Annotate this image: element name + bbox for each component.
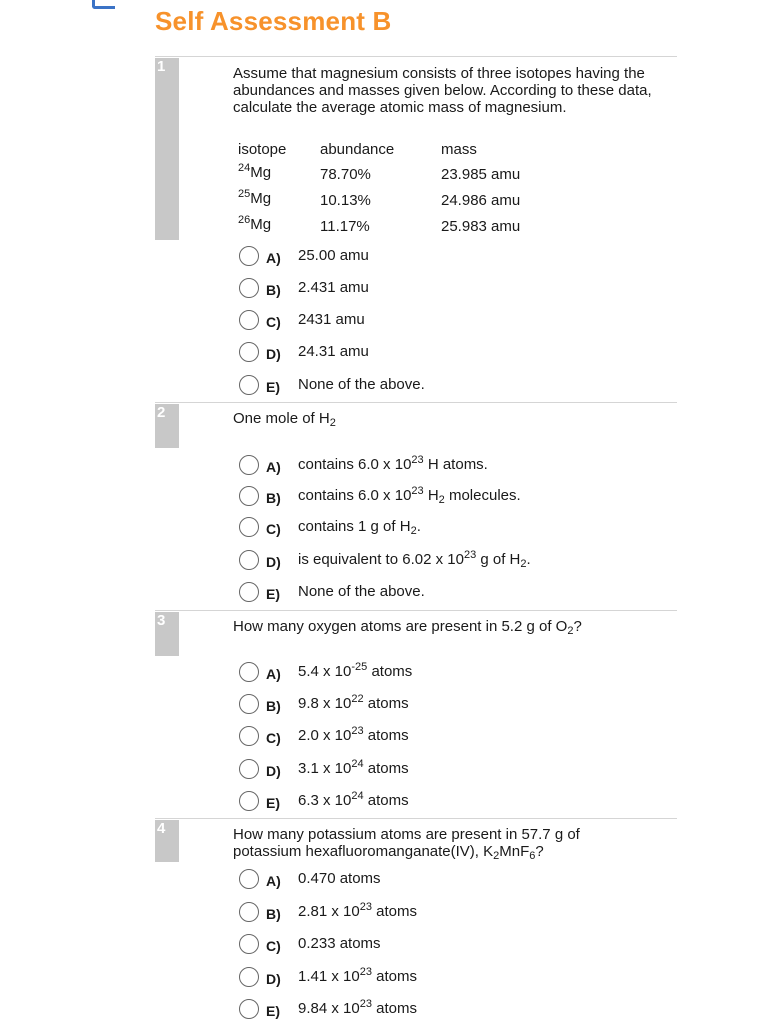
option-letter: A)	[266, 459, 281, 475]
option-text: 9.84 x $10^{23}$ atoms	[298, 998, 417, 1017]
radio-button-icon[interactable]	[239, 486, 259, 506]
option-letter: B)	[266, 698, 281, 714]
option-text: 2.431 amu	[298, 279, 369, 296]
option-text: contains 1 g of $H_2$.	[298, 518, 421, 537]
option-letter: B)	[266, 490, 281, 506]
table-header: isotope	[238, 141, 287, 158]
radio-button-icon[interactable]	[239, 759, 259, 779]
question-divider	[155, 402, 677, 403]
option-letter: E)	[266, 586, 280, 602]
table-cell-isotope: $^{25}$Mg	[238, 188, 272, 207]
radio-button-icon[interactable]	[239, 582, 259, 602]
option-letter: C)	[266, 730, 281, 746]
radio-button-icon[interactable]	[239, 455, 259, 475]
radio-button-icon[interactable]	[239, 726, 259, 746]
option-letter: E)	[266, 795, 280, 811]
radio-button-icon[interactable]	[239, 967, 259, 987]
option-text: 2.81 x $10^{23}$ atoms	[298, 901, 417, 920]
option-text: None of the above.	[298, 376, 425, 393]
option-letter: D)	[266, 554, 281, 570]
option-text: 3.1 x $10^{24}$ atoms	[298, 758, 409, 777]
question-number-badge: 1	[155, 58, 179, 240]
option-letter: E)	[266, 1003, 280, 1019]
option-text: contains 6.0 x $10^{23}$ $H_2$ molecules.	[298, 485, 521, 506]
radio-button-icon[interactable]	[239, 791, 259, 811]
option-text: 24.31 amu	[298, 343, 369, 360]
option-text: 25.00 amu	[298, 247, 369, 264]
question-number-badge: 3	[155, 612, 179, 656]
option-letter: C)	[266, 521, 281, 537]
corner-bookmark-icon	[92, 0, 115, 9]
option-letter: B)	[266, 906, 281, 922]
page-title: Self Assessment B	[155, 6, 392, 36]
radio-button-icon[interactable]	[239, 278, 259, 298]
option-letter: A)	[266, 873, 281, 889]
table-cell-abundance: 78.70%	[320, 166, 371, 183]
option-text: contains 6.0 x $10^{23}$ H atoms.	[298, 454, 488, 473]
option-letter: B)	[266, 282, 281, 298]
option-letter: E)	[266, 379, 280, 395]
option-text: 6.3 x $10^{24}$ atoms	[298, 790, 409, 809]
table-header: abundance	[320, 141, 395, 158]
option-letter: A)	[266, 666, 281, 682]
option-letter: D)	[266, 971, 281, 987]
radio-button-icon[interactable]	[239, 902, 259, 922]
radio-button-icon[interactable]	[239, 999, 259, 1019]
radio-button-icon[interactable]	[239, 934, 259, 954]
table-cell-mass: 25.983 amu	[441, 218, 521, 235]
option-text: 1.41 x $10^{23}$ atoms	[298, 966, 417, 985]
option-letter: A)	[266, 250, 281, 266]
option-text: 2431 amu	[298, 311, 365, 328]
question-number-badge: 4	[155, 820, 179, 862]
question-text: How many potassium atoms are present in 57.7 g of potassium hexafluoromanganate(IV), $K_2MnF_6$?	[233, 826, 580, 862]
table-cell-abundance: 11.17%	[320, 218, 370, 235]
radio-button-icon[interactable]	[239, 869, 259, 889]
radio-button-icon[interactable]	[239, 517, 259, 537]
question-divider	[155, 56, 677, 57]
table-cell-isotope: $^{24}$Mg	[238, 162, 272, 181]
radio-button-icon[interactable]	[239, 342, 259, 362]
radio-button-icon[interactable]	[239, 550, 259, 570]
radio-button-icon[interactable]	[239, 694, 259, 714]
option-text: 5.4 x $10^{-25}$ atoms	[298, 661, 413, 680]
option-text: None of the above.	[298, 583, 425, 600]
option-text: 9.8 x $10^{22}$ atoms	[298, 693, 409, 712]
option-letter: D)	[266, 346, 281, 362]
option-text: 0.470 atoms	[298, 870, 381, 887]
option-letter: C)	[266, 314, 281, 330]
table-cell-mass: 23.985 amu	[441, 166, 521, 183]
table-cell-mass: 24.986 amu	[441, 192, 521, 209]
question-text: How many oxygen atoms are present in 5.2 g of $O_2$?	[233, 618, 582, 637]
question-text: Assume that magnesium consists of three isotopes having the abundances and masses given below. According to these data, calculate the average atomic mass of magnesium.	[233, 65, 652, 116]
table-cell-isotope: $^{26}$Mg	[238, 214, 272, 233]
radio-button-icon[interactable]	[239, 246, 259, 266]
option-text: 0.233 atoms	[298, 935, 381, 952]
question-number-badge: 2	[155, 404, 179, 448]
table-header: mass	[441, 141, 477, 158]
question-text: One mole of $H_2$	[233, 410, 336, 429]
radio-button-icon[interactable]	[239, 375, 259, 395]
option-text: 2.0 x $10^{23}$ atoms	[298, 725, 409, 744]
radio-button-icon[interactable]	[239, 310, 259, 330]
question-divider	[155, 610, 677, 611]
option-letter: C)	[266, 938, 281, 954]
option-text: is equivalent to 6.02 x $10^{23}$ g of $H_2$.	[298, 549, 531, 570]
option-letter: D)	[266, 763, 281, 779]
table-cell-abundance: 10.13%	[320, 192, 371, 209]
question-divider	[155, 818, 677, 819]
radio-button-icon[interactable]	[239, 662, 259, 682]
